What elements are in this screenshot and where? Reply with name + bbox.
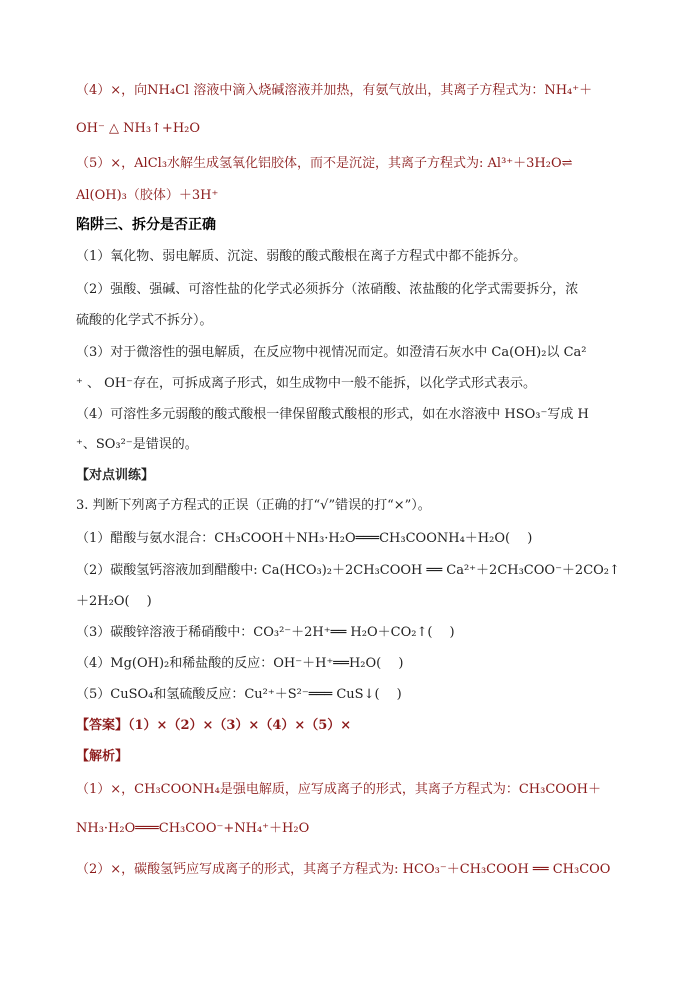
question-item: （5）CuSO₄和氢硫酸反应：Cu²⁺＋S²⁻═══ CuS↓( ) — [76, 687, 402, 702]
text-line: 硫酸的化学式不拆分）。 — [76, 313, 213, 328]
analysis-line: （1）×，CH₃COONH₄是强电解质，应写成离子的形式，其离子方程式为：CH₃COOH＋ — [76, 782, 601, 797]
question-item: （1）醋酸与氨水混合：CH₃COOH＋NH₃·H₂O═══CH₃COONH₄＋H₂O( ) — [76, 531, 533, 546]
text-line: （5）×，AlCl₃水解生成氢氧化铝胶体，而不是沉淀，其离子方程式为: Al³⁺＋3H₂O⇌ — [76, 156, 573, 171]
question-title: 3. 判断下列离子方程式的正误（正确的打“√”错误的打“×”）。 — [76, 498, 431, 513]
question-item: （2）碳酸氢钙溶液加到醋酸中: Ca(HCO₃)₂＋2CH₃COOH ══ Ca²⁺＋2CH₃COO⁻＋2CO₂↑ — [76, 563, 620, 578]
text-line: （4）×，向NH₄Cl 溶液中滴入烧碱溶液并加热，有氨气放出，其离子方程式为：NH₄⁺＋ — [76, 83, 593, 98]
text-line: Al(OH)₃（胶体）＋3H⁺ — [76, 188, 219, 203]
section-label: 【对点训练】 — [76, 468, 155, 483]
text-line: ⁺、SO₃²⁻是错误的。 — [76, 437, 198, 452]
text-line: ⁺ 、 OH⁻存在，可拆成离子形式，如生成物中一般不能拆，以化学式形式表示。 — [76, 376, 536, 391]
text-line: （4）可溶性多元弱酸的酸式酸根一律保留酸式酸根的形式，如在水溶液中 HSO₃⁻写成 H — [76, 407, 589, 422]
text-line: （2）强酸、强碱、可溶性盐的化学式必须拆分（浓硝酸、浓盐酸的化学式需要拆分，浓 — [76, 282, 579, 297]
section-heading: 陷阱三、拆分是否正确 — [76, 217, 216, 233]
question-item: （4）Mg(OH)₂和稀盐酸的反应：OH⁻＋H⁺══H₂O( ) — [76, 656, 404, 671]
text-line: （3）对于微溶性的强电解质，在反应物中视情况而定。如澄清石灰水中 Ca(OH)₂以 Ca² — [76, 345, 587, 360]
question-item: （3）碳酸锌溶液于稀硝酸中：CO₃²⁻＋2H⁺══ H₂O＋CO₂↑( ) — [76, 625, 455, 640]
answer-line: 【答案】（1）×（2）×（3）×（4）×（5）× — [76, 718, 352, 733]
text-line: （1）氧化物、弱电解质、沉淀、弱酸的酸式酸根在离子方程式中都不能拆分。 — [76, 249, 527, 264]
analysis-label: 【解析】 — [76, 749, 129, 764]
text-line: OH⁻ △ NH₃↑+H₂O — [76, 121, 201, 136]
analysis-line: NH₃·H₂O═══CH₃COO⁻+NH₄⁺＋H₂O — [76, 821, 310, 836]
analysis-line: （2）×，碳酸氢钙应写成离子的形式，其离子方程式为: HCO₃⁻＋CH₃COOH ══ CH₃COO — [76, 862, 611, 877]
question-item-cont: ＋2H₂O( ) — [76, 594, 152, 609]
